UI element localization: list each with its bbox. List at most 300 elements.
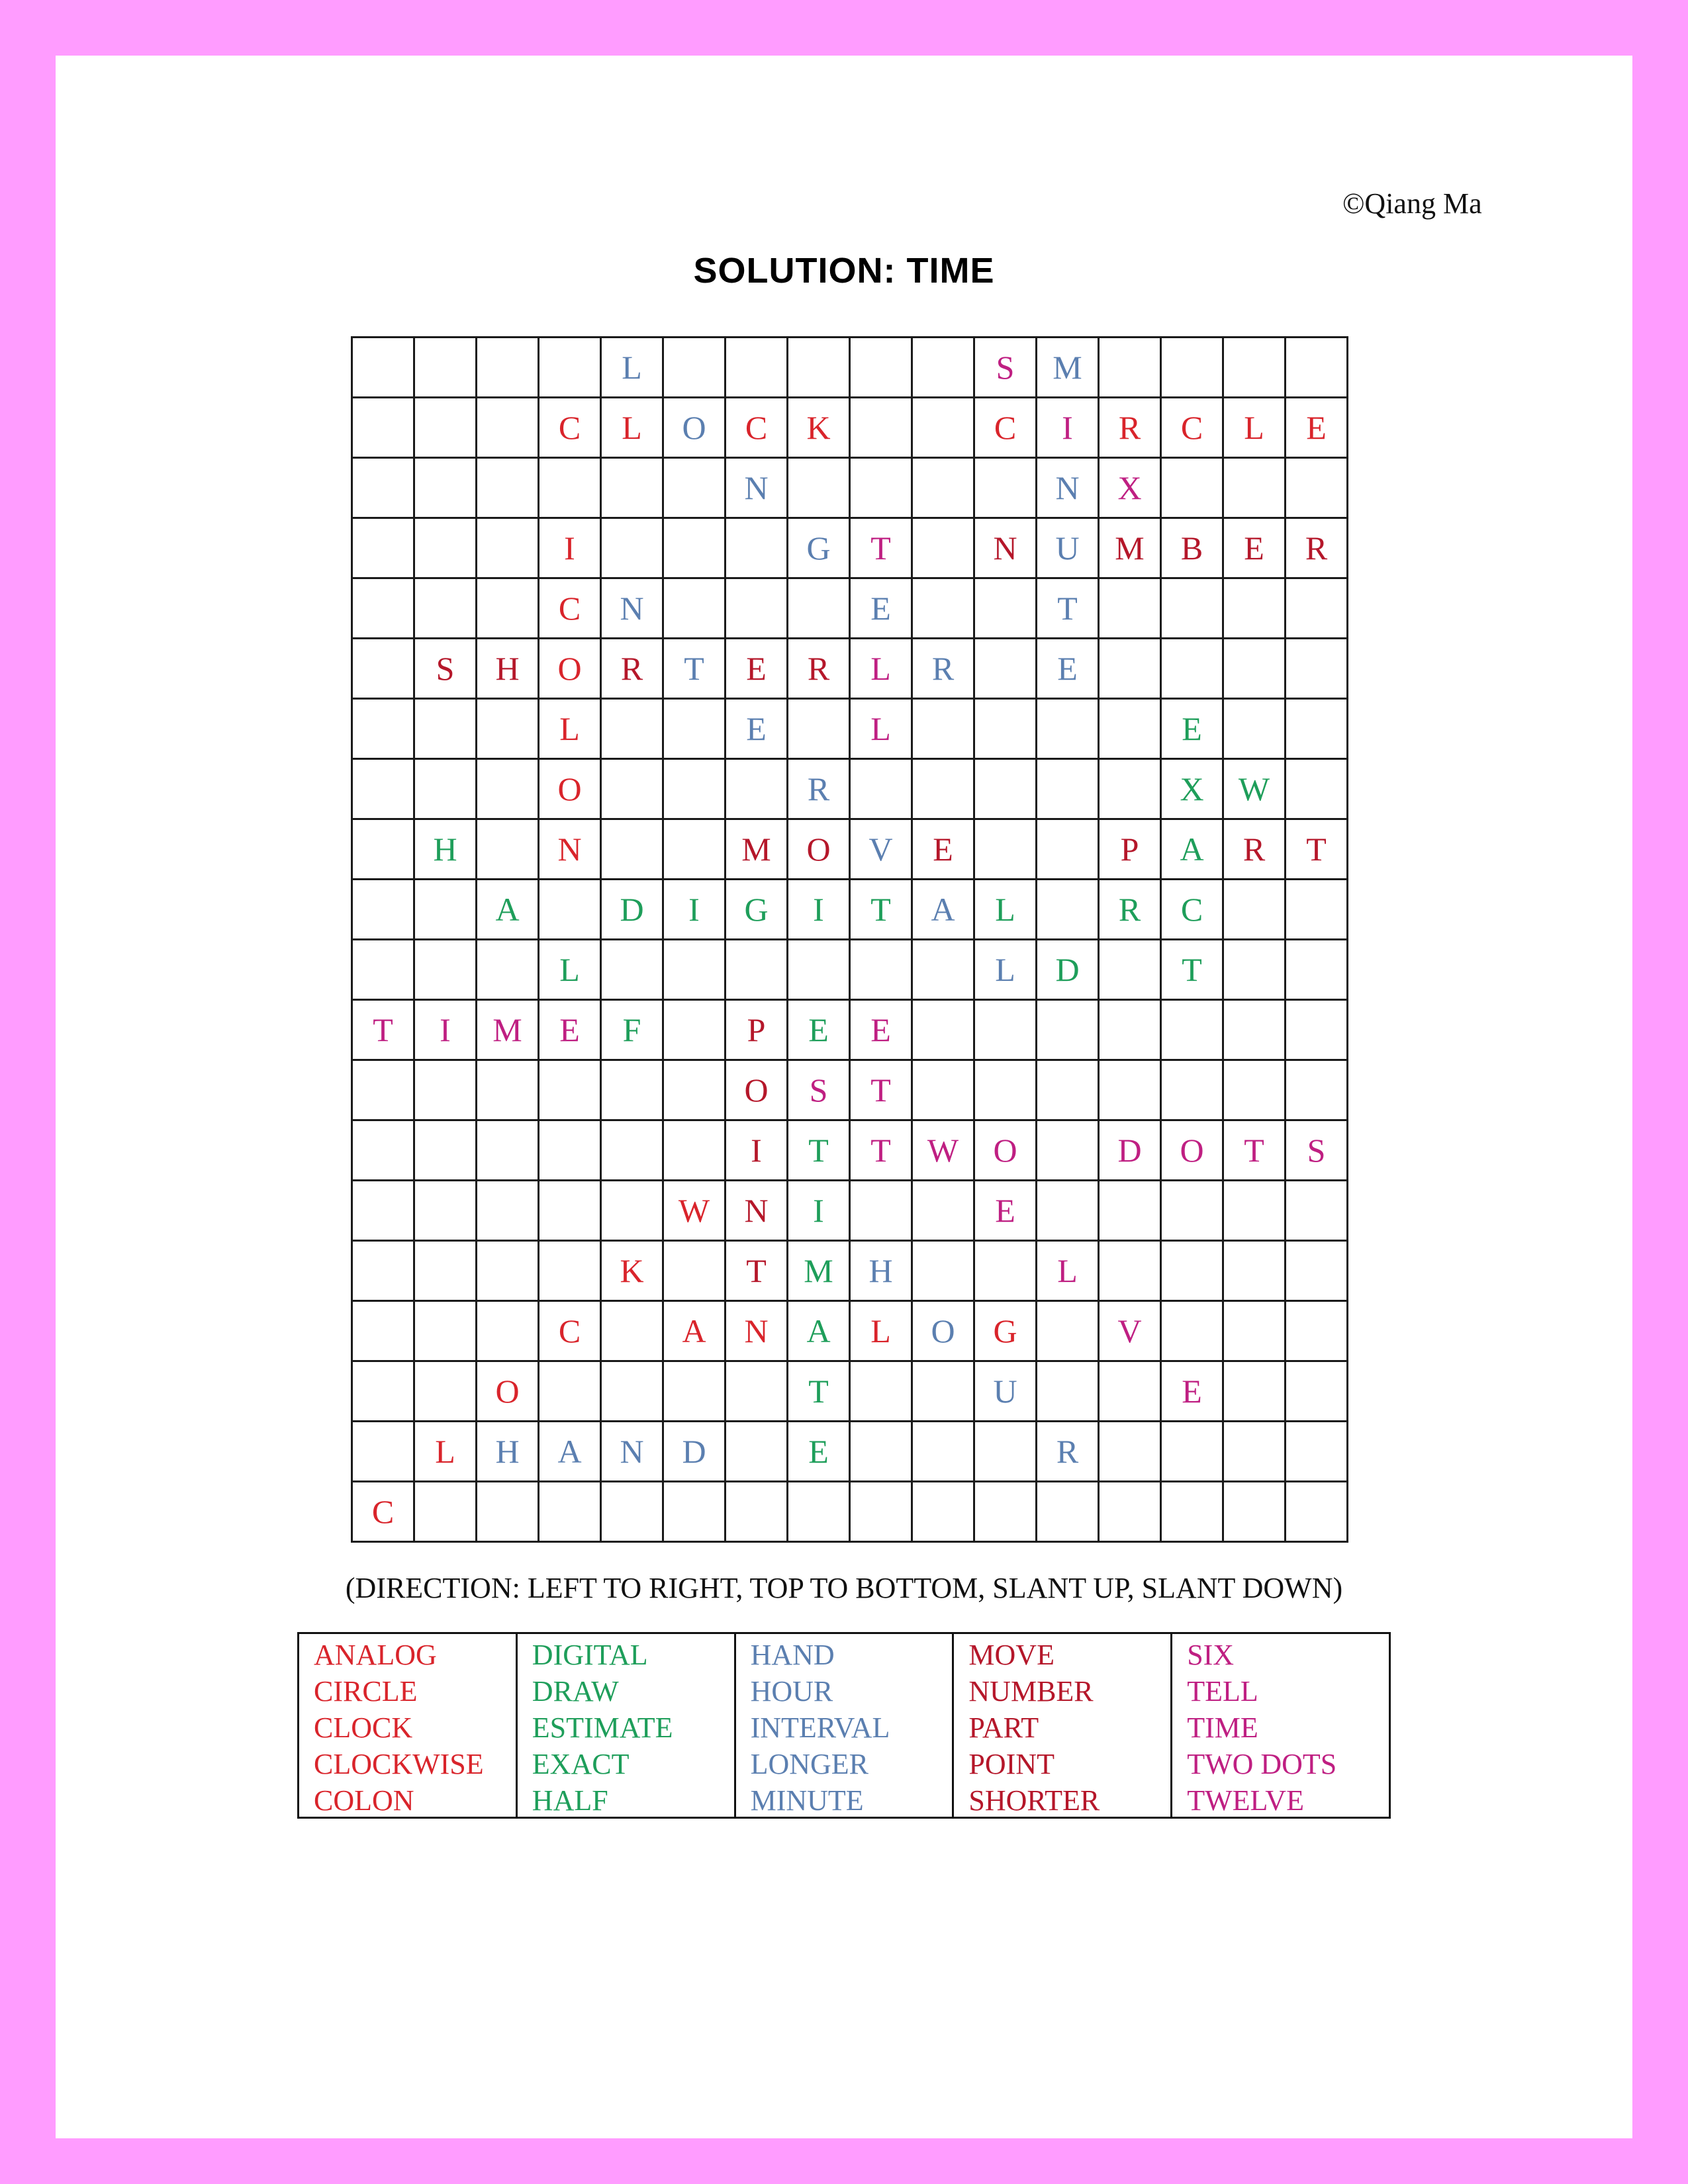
grid-cell xyxy=(539,458,601,518)
grid-cell xyxy=(974,1060,1037,1120)
grid-cell xyxy=(1037,1120,1099,1181)
grid-cell: O xyxy=(539,639,601,699)
grid-cell: S xyxy=(788,1060,850,1120)
grid-cell: G xyxy=(726,880,788,940)
grid-cell xyxy=(974,1482,1037,1542)
grid-cell xyxy=(1286,759,1348,819)
grid-cell: R xyxy=(1286,518,1348,578)
grid-cell xyxy=(414,880,477,940)
grid-cell xyxy=(912,699,974,759)
word-bank-word: SHORTER xyxy=(968,1784,1100,1817)
grid-cell xyxy=(726,338,788,398)
grid-cell xyxy=(1286,1301,1348,1361)
grid-cell: L xyxy=(601,398,663,458)
grid-cell: T xyxy=(850,880,912,940)
grid-cell: O xyxy=(788,819,850,880)
grid-cell xyxy=(663,1060,726,1120)
grid-cell xyxy=(1286,458,1348,518)
grid-cell xyxy=(974,819,1037,880)
grid-cell: N xyxy=(601,1422,663,1482)
grid-cell: C xyxy=(539,578,601,639)
grid-cell: L xyxy=(414,1422,477,1482)
grid-cell: C xyxy=(1161,880,1223,940)
grid-cell: M xyxy=(788,1241,850,1301)
grid-cell xyxy=(912,1482,974,1542)
grid-cell xyxy=(850,759,912,819)
grid-cell xyxy=(352,1361,414,1422)
grid-cell: I xyxy=(414,1000,477,1060)
grid-cell: A xyxy=(663,1301,726,1361)
grid-cell xyxy=(414,1361,477,1422)
grid-cell: L xyxy=(974,940,1037,1000)
grid-cell: L xyxy=(601,338,663,398)
grid-cell xyxy=(601,1120,663,1181)
grid-cell: E xyxy=(850,578,912,639)
word-bank-column xyxy=(954,1634,1172,1817)
grid-cell xyxy=(663,1482,726,1542)
grid-cell xyxy=(788,458,850,518)
grid-cell xyxy=(414,1301,477,1361)
grid-cell xyxy=(1099,578,1161,639)
grid-cell: R xyxy=(601,639,663,699)
grid-cell xyxy=(601,1361,663,1422)
grid-cell: C xyxy=(539,1301,601,1361)
grid-cell: N xyxy=(726,458,788,518)
grid-cell: H xyxy=(850,1241,912,1301)
grid-cell xyxy=(1161,578,1223,639)
grid-cell xyxy=(1223,578,1286,639)
grid-cell xyxy=(1099,759,1161,819)
grid-cell: N xyxy=(726,1301,788,1361)
grid-cell xyxy=(352,578,414,639)
word-bank-column xyxy=(1172,1634,1389,1817)
word-bank-word: CIRCLE xyxy=(314,1675,418,1707)
word-bank-word: DRAW xyxy=(532,1675,619,1707)
grid-cell: N xyxy=(539,819,601,880)
word-bank-word: POINT xyxy=(968,1748,1055,1780)
grid-cell xyxy=(1223,458,1286,518)
grid-row xyxy=(352,1422,1348,1482)
grid-cell: W xyxy=(1223,759,1286,819)
grid-cell xyxy=(726,1361,788,1422)
grid-cell xyxy=(1037,759,1099,819)
grid-cell xyxy=(477,940,539,1000)
grid-cell xyxy=(352,639,414,699)
grid-cell: E xyxy=(788,1422,850,1482)
grid-cell xyxy=(663,819,726,880)
grid-cell xyxy=(1223,880,1286,940)
grid-cell xyxy=(414,1120,477,1181)
grid-cell xyxy=(1161,1482,1223,1542)
grid-cell xyxy=(1099,338,1161,398)
grid-cell xyxy=(1161,458,1223,518)
grid-cell xyxy=(539,1241,601,1301)
grid-cell xyxy=(974,1422,1037,1482)
word-bank-word: HOUR xyxy=(750,1675,833,1707)
grid-cell xyxy=(1037,819,1099,880)
grid-cell: V xyxy=(1099,1301,1161,1361)
grid-cell xyxy=(414,759,477,819)
grid-cell xyxy=(726,578,788,639)
grid-cell: W xyxy=(912,1120,974,1181)
grid-cell xyxy=(477,1181,539,1241)
grid-cell: B xyxy=(1161,518,1223,578)
grid-cell xyxy=(788,940,850,1000)
grid-cell xyxy=(912,1000,974,1060)
grid-cell: T xyxy=(850,1060,912,1120)
grid-cell xyxy=(601,699,663,759)
word-bank-word: MINUTE xyxy=(750,1784,864,1817)
grid-cell xyxy=(974,578,1037,639)
grid-cell xyxy=(1099,1000,1161,1060)
grid-cell xyxy=(414,398,477,458)
grid-cell: O xyxy=(974,1120,1037,1181)
grid-cell xyxy=(477,1301,539,1361)
grid-cell xyxy=(477,578,539,639)
word-bank xyxy=(297,1632,1391,1819)
word-bank-word: ESTIMATE xyxy=(532,1711,673,1744)
grid-cell xyxy=(788,578,850,639)
word-bank-word: TIME xyxy=(1187,1711,1258,1744)
grid-cell: S xyxy=(414,639,477,699)
grid-cell: C xyxy=(1161,398,1223,458)
grid-cell: R xyxy=(912,639,974,699)
grid-cell xyxy=(788,699,850,759)
grid-row xyxy=(352,1482,1348,1542)
grid-cell: R xyxy=(788,759,850,819)
grid-cell: R xyxy=(1223,819,1286,880)
grid-cell: I xyxy=(663,880,726,940)
grid-cell xyxy=(1161,338,1223,398)
grid-cell: E xyxy=(726,639,788,699)
grid-row xyxy=(352,1241,1348,1301)
grid-cell xyxy=(414,458,477,518)
grid-row xyxy=(352,1060,1348,1120)
grid-cell: O xyxy=(663,398,726,458)
grid-cell xyxy=(1286,1422,1348,1482)
grid-cell xyxy=(1286,338,1348,398)
grid-cell: E xyxy=(1161,1361,1223,1422)
grid-cell: E xyxy=(1223,518,1286,578)
grid-cell xyxy=(663,1000,726,1060)
grid-cell xyxy=(974,1241,1037,1301)
grid-cell xyxy=(1161,1000,1223,1060)
word-bank-word: LONGER xyxy=(750,1748,869,1780)
grid-cell xyxy=(477,458,539,518)
word-bank-word: DIGITAL xyxy=(532,1639,648,1671)
copyright-notice: ©Qiang Ma xyxy=(1342,187,1482,220)
grid-cell xyxy=(850,338,912,398)
word-bank-word: ANALOG xyxy=(314,1639,437,1671)
grid-cell: P xyxy=(726,1000,788,1060)
grid-cell xyxy=(912,398,974,458)
grid-cell xyxy=(601,759,663,819)
grid-cell xyxy=(477,699,539,759)
grid-row xyxy=(352,458,1348,518)
grid-cell xyxy=(352,1181,414,1241)
grid-cell xyxy=(601,1181,663,1241)
grid-cell: L xyxy=(850,1301,912,1361)
grid-cell xyxy=(414,1060,477,1120)
grid-cell: A xyxy=(1161,819,1223,880)
grid-cell: R xyxy=(788,639,850,699)
grid-cell xyxy=(414,699,477,759)
grid-cell xyxy=(1099,1422,1161,1482)
grid-cell: T xyxy=(352,1000,414,1060)
grid-cell: C xyxy=(539,398,601,458)
grid-cell: T xyxy=(850,518,912,578)
grid-cell xyxy=(539,880,601,940)
grid-cell: T xyxy=(850,1120,912,1181)
grid-cell xyxy=(1223,1181,1286,1241)
grid-cell xyxy=(1037,1482,1099,1542)
grid-cell: I xyxy=(539,518,601,578)
grid-cell xyxy=(1223,1000,1286,1060)
grid-cell: D xyxy=(663,1422,726,1482)
grid-cell: T xyxy=(788,1361,850,1422)
grid-cell xyxy=(912,1241,974,1301)
grid-cell xyxy=(912,518,974,578)
grid-cell xyxy=(352,1120,414,1181)
grid-cell xyxy=(663,578,726,639)
grid-cell xyxy=(1037,1361,1099,1422)
grid-cell xyxy=(601,819,663,880)
grid-cell xyxy=(539,1361,601,1422)
grid-cell: E xyxy=(788,1000,850,1060)
grid-cell xyxy=(414,518,477,578)
grid-cell xyxy=(414,1482,477,1542)
grid-cell xyxy=(1037,880,1099,940)
grid-row xyxy=(352,1000,1348,1060)
grid-cell: O xyxy=(477,1361,539,1422)
grid-cell: E xyxy=(1161,699,1223,759)
grid-cell xyxy=(1037,1000,1099,1060)
grid-cell xyxy=(1286,639,1348,699)
word-search-grid xyxy=(351,336,1348,1543)
grid-cell xyxy=(1161,639,1223,699)
grid-cell xyxy=(850,1361,912,1422)
grid-cell xyxy=(912,1060,974,1120)
worksheet-page xyxy=(56,56,1632,2138)
grid-cell xyxy=(477,1482,539,1542)
grid-cell: S xyxy=(974,338,1037,398)
grid-cell xyxy=(477,338,539,398)
grid-cell xyxy=(850,1422,912,1482)
grid-cell: A xyxy=(539,1422,601,1482)
grid-cell xyxy=(1223,1301,1286,1361)
grid-cell xyxy=(726,518,788,578)
grid-cell xyxy=(1223,338,1286,398)
grid-cell xyxy=(539,1060,601,1120)
grid-cell xyxy=(1286,699,1348,759)
grid-cell xyxy=(601,458,663,518)
grid-cell: V xyxy=(850,819,912,880)
grid-cell xyxy=(1286,1000,1348,1060)
word-bank-word: COLON xyxy=(314,1784,414,1817)
word-bank-word: HALF xyxy=(532,1784,608,1817)
grid-cell xyxy=(1223,1241,1286,1301)
grid-cell xyxy=(1286,880,1348,940)
grid-cell: R xyxy=(1037,1422,1099,1482)
grid-row xyxy=(352,819,1348,880)
grid-cell xyxy=(539,1482,601,1542)
grid-row xyxy=(352,518,1348,578)
grid-cell: M xyxy=(1037,338,1099,398)
grid-cell xyxy=(974,759,1037,819)
grid-cell xyxy=(1099,1482,1161,1542)
grid-cell xyxy=(477,819,539,880)
grid-cell xyxy=(1223,940,1286,1000)
grid-cell xyxy=(850,940,912,1000)
grid-cell: L xyxy=(974,880,1037,940)
word-bank-word: TWELVE xyxy=(1187,1784,1304,1817)
grid-cell: T xyxy=(788,1120,850,1181)
grid-cell xyxy=(912,1361,974,1422)
grid-cell xyxy=(663,940,726,1000)
grid-cell: O xyxy=(539,759,601,819)
grid-cell xyxy=(663,759,726,819)
grid-cell: T xyxy=(1286,819,1348,880)
grid-cell xyxy=(912,759,974,819)
grid-cell xyxy=(1223,639,1286,699)
grid-cell: C xyxy=(974,398,1037,458)
grid-row xyxy=(352,398,1348,458)
grid-cell: C xyxy=(352,1482,414,1542)
grid-cell xyxy=(850,458,912,518)
grid-cell: M xyxy=(726,819,788,880)
grid-cell xyxy=(726,759,788,819)
grid-cell xyxy=(1037,1181,1099,1241)
grid-cell xyxy=(477,1120,539,1181)
grid-cell: E xyxy=(1037,639,1099,699)
grid-cell: O xyxy=(1161,1120,1223,1181)
grid-cell xyxy=(477,398,539,458)
grid-cell xyxy=(663,1361,726,1422)
grid-cell: E xyxy=(912,819,974,880)
grid-cell: H xyxy=(477,1422,539,1482)
grid-cell: R xyxy=(1099,880,1161,940)
grid-cell: M xyxy=(1099,518,1161,578)
grid-cell: I xyxy=(1037,398,1099,458)
grid-cell xyxy=(1286,1181,1348,1241)
grid-cell xyxy=(1223,1422,1286,1482)
grid-cell xyxy=(912,1422,974,1482)
grid-cell: I xyxy=(726,1120,788,1181)
grid-cell xyxy=(601,1060,663,1120)
grid-row xyxy=(352,1181,1348,1241)
grid-cell: E xyxy=(974,1181,1037,1241)
grid-cell: O xyxy=(726,1060,788,1120)
grid-cell xyxy=(539,1120,601,1181)
grid-cell xyxy=(663,338,726,398)
grid-cell: T xyxy=(1037,578,1099,639)
grid-cell: A xyxy=(912,880,974,940)
grid-cell xyxy=(1161,1181,1223,1241)
grid-cell xyxy=(1286,1361,1348,1422)
grid-cell: L xyxy=(850,699,912,759)
grid-cell xyxy=(352,1060,414,1120)
grid-cell xyxy=(974,639,1037,699)
grid-cell xyxy=(352,458,414,518)
grid-cell: X xyxy=(1099,458,1161,518)
grid-cell xyxy=(414,1181,477,1241)
grid-cell xyxy=(1099,639,1161,699)
grid-cell: I xyxy=(788,880,850,940)
word-bank-word: TELL xyxy=(1187,1675,1258,1707)
grid-cell xyxy=(850,398,912,458)
grid-cell xyxy=(726,1482,788,1542)
grid-cell xyxy=(601,1301,663,1361)
grid-row xyxy=(352,1120,1348,1181)
grid-cell xyxy=(539,338,601,398)
word-bank-column xyxy=(518,1634,736,1817)
grid-cell xyxy=(352,1422,414,1482)
grid-cell xyxy=(1037,699,1099,759)
direction-note: (DIRECTION: LEFT TO RIGHT, TOP TO BOTTOM, SLANT UP, SLANT DOWN) xyxy=(345,1572,1343,1604)
grid-cell: S xyxy=(1286,1120,1348,1181)
page-title: SOLUTION: TIME xyxy=(693,251,995,291)
grid-cell xyxy=(352,759,414,819)
grid-cell: H xyxy=(414,819,477,880)
grid-cell: O xyxy=(912,1301,974,1361)
grid-cell: L xyxy=(1037,1241,1099,1301)
grid-cell xyxy=(414,578,477,639)
grid-row xyxy=(352,1301,1348,1361)
word-bank-word: NUMBER xyxy=(968,1675,1094,1707)
grid-cell xyxy=(1161,1060,1223,1120)
grid-cell xyxy=(726,940,788,1000)
grid-cell xyxy=(1286,940,1348,1000)
word-bank-word: MOVE xyxy=(968,1639,1055,1671)
grid-cell xyxy=(974,1000,1037,1060)
word-bank-word: PART xyxy=(968,1711,1039,1744)
grid-cell xyxy=(477,759,539,819)
grid-row xyxy=(352,338,1348,398)
grid-cell xyxy=(850,1482,912,1542)
grid-cell xyxy=(912,338,974,398)
grid-cell: G xyxy=(788,518,850,578)
grid-cell xyxy=(663,1120,726,1181)
grid-cell: K xyxy=(788,398,850,458)
grid-cell xyxy=(352,699,414,759)
grid-cell xyxy=(726,1422,788,1482)
grid-cell xyxy=(1161,1241,1223,1301)
grid-cell xyxy=(1037,1301,1099,1361)
word-bank-column xyxy=(736,1634,955,1817)
grid-cell xyxy=(1099,1181,1161,1241)
grid-cell: N xyxy=(974,518,1037,578)
grid-cell xyxy=(477,1060,539,1120)
grid-cell xyxy=(414,940,477,1000)
grid-cell: X xyxy=(1161,759,1223,819)
word-bank-word: CLOCKWISE xyxy=(314,1748,484,1780)
grid-cell: P xyxy=(1099,819,1161,880)
grid-cell xyxy=(1223,1060,1286,1120)
grid-cell xyxy=(663,458,726,518)
grid-cell xyxy=(352,518,414,578)
grid-cell xyxy=(1037,1060,1099,1120)
grid-cell xyxy=(912,578,974,639)
grid-cell xyxy=(414,338,477,398)
grid-cell xyxy=(1099,1361,1161,1422)
grid-cell: D xyxy=(601,880,663,940)
grid-cell: G xyxy=(974,1301,1037,1361)
grid-cell: F xyxy=(601,1000,663,1060)
grid-cell: D xyxy=(1037,940,1099,1000)
grid-cell xyxy=(414,1241,477,1301)
grid-cell xyxy=(1223,699,1286,759)
grid-cell: E xyxy=(1286,398,1348,458)
